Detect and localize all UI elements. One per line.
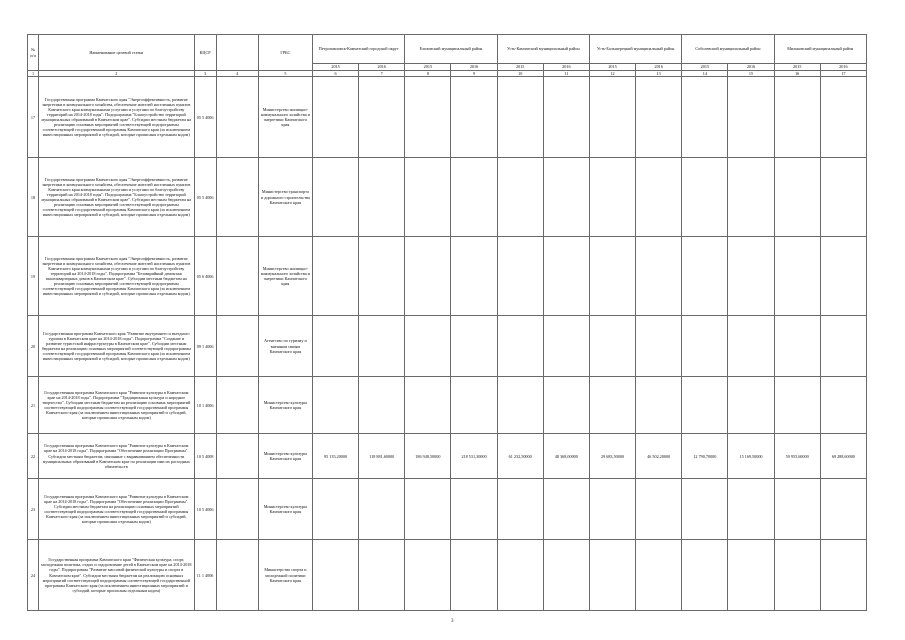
- value-cell: [359, 540, 405, 611]
- value-cell: [728, 316, 774, 377]
- value-cell: [820, 479, 866, 540]
- value-cell: [636, 479, 682, 540]
- value-cell: [312, 316, 358, 377]
- year-cell: 2016: [728, 64, 774, 71]
- value-cell: 48 368,00000: [543, 434, 589, 479]
- colnum-cell: 3: [194, 71, 216, 77]
- value-cell: 29 683,50000: [589, 434, 635, 479]
- value-cell: [682, 377, 728, 434]
- value-cell: [405, 158, 451, 237]
- value-cell: [497, 158, 543, 237]
- value-cell: 218 531,30000: [451, 434, 497, 479]
- value-cell: [497, 479, 543, 540]
- value-cell: [820, 540, 866, 611]
- value-cell: [636, 540, 682, 611]
- row-kcsr: 05 6 4006: [194, 237, 216, 316]
- row-blank: [216, 158, 258, 237]
- value-cell: [497, 377, 543, 434]
- row-kcsr: 11 1 4006: [194, 540, 216, 611]
- value-cell: [312, 540, 358, 611]
- value-cell: [728, 77, 774, 158]
- value-cell: [405, 237, 451, 316]
- colnum-cell: 4: [216, 71, 258, 77]
- header-row: [28, 35, 867, 64]
- row-name: Государственная программа Камчатского края "Развитие культуры в Камчатском крае на 2014-2018 годы". Подпрограмма "Традиционная культура и народное творчество". Субсидии местным бюджетам на реализацию основных мероприятий соответствующей подпрограммы соответствующей государственной программы Камчатского края (за исключением инвестиционных мероприятий и субсидий, которые прописаны отдельным кодом): [39, 377, 195, 434]
- value-cell: 186 948,50000: [405, 434, 451, 479]
- value-cell: [359, 377, 405, 434]
- header-region: Петропавловск-Камчатский городской округ: [312, 35, 404, 64]
- value-cell: [312, 479, 358, 540]
- value-cell: [682, 479, 728, 540]
- value-cell: [543, 479, 589, 540]
- value-cell: [497, 316, 543, 377]
- value-cell: [728, 377, 774, 434]
- value-cell: [636, 377, 682, 434]
- value-cell: [820, 237, 866, 316]
- header-region: Усть-Большерецкий муниципальный район: [589, 35, 681, 64]
- value-cell: [497, 77, 543, 158]
- colnum-cell: 5: [258, 71, 312, 77]
- row-blank: [216, 237, 258, 316]
- row-number: 22: [28, 434, 39, 479]
- value-cell: [636, 158, 682, 237]
- year-cell: 2016: [359, 64, 405, 71]
- value-cell: [543, 316, 589, 377]
- value-cell: [589, 540, 635, 611]
- table-row: [28, 377, 867, 434]
- value-cell: 12 790,70000: [682, 434, 728, 479]
- colnum-cell: 17: [820, 71, 866, 77]
- value-cell: [359, 158, 405, 237]
- value-cell: [451, 479, 497, 540]
- row-grbs: Министерство культуры Камчатского края: [258, 377, 312, 434]
- row-number: 21: [28, 377, 39, 434]
- value-cell: [682, 237, 728, 316]
- value-cell: [451, 377, 497, 434]
- value-cell: [405, 377, 451, 434]
- value-cell: [359, 316, 405, 377]
- row-name: Государственная программа Камчатского края "Развитие культуры в Камчатском крае на 2014-2018 годы". Подпрограмма "Обеспечение реализации Программы". Субсидии местным бюджетам, связанные с выравниванием обеспеченности муниципальных образований в Камчатском крае по реализации ими их расходных обязательств: [39, 434, 195, 479]
- value-cell: [774, 237, 820, 316]
- value-cell: [728, 237, 774, 316]
- value-cell: [589, 479, 635, 540]
- colnum-cell: 12: [589, 71, 635, 77]
- colnum-cell: 15: [728, 71, 774, 77]
- value-cell: 61 232,50000: [497, 434, 543, 479]
- value-cell: [682, 158, 728, 237]
- value-cell: [589, 377, 635, 434]
- value-cell: [497, 237, 543, 316]
- value-cell: [774, 158, 820, 237]
- value-cell: [682, 540, 728, 611]
- row-grbs: Министерство культуры Камчатского края: [258, 479, 312, 540]
- row-name: Государственная программа Камчатского края "Энергоэффективность, развитие энергетики и коммунального хозяйства, обеспечение жителей населенных пунктов Камчатского края коммунальными услугами и услугами по благоустройству территорий на 2014-2018 годы". Подпрограмма "Благоустройство территорий муниципальных образований в Камчатском крае". Субсидии местным бюджетам на реализацию основных мероприятий соответствующей подпрограммы соответствующей государственной программы Камчатского края (за исключением инвестиционных мероприятий и субсидий, которые прописаны отдельным кодом): [39, 158, 195, 237]
- row-blank: [216, 77, 258, 158]
- value-cell: [589, 77, 635, 158]
- row-kcsr: 10 1 4006: [194, 377, 216, 434]
- row-kcsr: 05 5 4006: [194, 77, 216, 158]
- row-blank: [216, 540, 258, 611]
- row-kcsr: 05 5 4006: [194, 158, 216, 237]
- value-cell: [451, 158, 497, 237]
- table-row: [28, 316, 867, 377]
- value-cell: [405, 479, 451, 540]
- year-cell: 2016: [820, 64, 866, 71]
- value-cell: [312, 77, 358, 158]
- value-cell: [636, 77, 682, 158]
- value-cell: [359, 479, 405, 540]
- row-grbs: Министерство жилищно-коммунального хозяйства и энергетики Камчатского края: [258, 237, 312, 316]
- budget-table-sheet: [27, 34, 867, 611]
- row-name: Государственная программа Камчатского края "Энергоэффективность, развитие энергетики и коммунального хозяйства, обеспечение жителей населенных пунктов Камчатского края коммунальными услугами и услугами по благоустройству территорий на 2014-2018 годы". Подпрограмма "Благоустройство территорий муниципальных образований в Камчатском крае". Субсидии местным бюджетам на реализацию основных мероприятий соответствующей подпрограммы соответствующей государственной программы Камчатского края (за исключением инвестиционных мероприятий и субсидий, которые прописаны отдельным кодом): [39, 77, 195, 158]
- table-row: [28, 237, 867, 316]
- year-cell: 2015: [497, 64, 543, 71]
- value-cell: [451, 316, 497, 377]
- year-cell: 2015: [682, 64, 728, 71]
- row-kcsr: 10 5 4008: [194, 434, 216, 479]
- value-cell: [820, 77, 866, 158]
- colnum-cell: 7: [359, 71, 405, 77]
- value-cell: [543, 540, 589, 611]
- header-blank: [216, 35, 258, 71]
- value-cell: [728, 540, 774, 611]
- table-row: [28, 158, 867, 237]
- value-cell: [405, 316, 451, 377]
- value-cell: [405, 540, 451, 611]
- value-cell: [312, 237, 358, 316]
- row-number: 20: [28, 316, 39, 377]
- header-kcsr: КЦСР: [194, 35, 216, 71]
- row-kcsr: 10 5 4006: [194, 479, 216, 540]
- row-number: 17: [28, 77, 39, 158]
- year-cell: 2015: [589, 64, 635, 71]
- value-cell: [451, 540, 497, 611]
- value-cell: 59 955,60000: [774, 434, 820, 479]
- value-cell: [682, 316, 728, 377]
- value-cell: [543, 77, 589, 158]
- colnum-cell: 8: [405, 71, 451, 77]
- budget-table: [27, 34, 867, 611]
- value-cell: [774, 377, 820, 434]
- value-cell: [636, 237, 682, 316]
- value-cell: [359, 237, 405, 316]
- value-cell: [774, 77, 820, 158]
- colnum-cell: 9: [451, 71, 497, 77]
- value-cell: [312, 377, 358, 434]
- value-cell: [312, 158, 358, 237]
- row-grbs: Министерство культуры Камчатского края: [258, 434, 312, 479]
- value-cell: [820, 158, 866, 237]
- row-number: 23: [28, 479, 39, 540]
- row-grbs: Министерство спорта и молодежной политики Камчатского края: [258, 540, 312, 611]
- row-blank: [216, 316, 258, 377]
- row-number: 19: [28, 237, 39, 316]
- year-cell: 2016: [543, 64, 589, 71]
- table-row: [28, 434, 867, 479]
- row-grbs: Агентство по туризму и внешним связям Камчатского края: [258, 316, 312, 377]
- row-name: Государственная программа Камчатского края "Энергоэффективность, развитие энергетики и коммунального хозяйства, обеспечение жителей населенных пунктов Камчатского края коммунальными услугами и услугами по благоустройству территорий на 2014-2018 годы". Подпрограмма "Безаварийный демонтаж многоквартирных домов в Камчатском крае". Субсидии местным бюджетам на реализацию основных мероприятий соответствующей подпрограммы соответствующей государственной программы Камчатского края (за исключением инвестиционных мероприятий и субсидий, которые прописаны отдельным кодом): [39, 237, 195, 316]
- table-row: [28, 540, 867, 611]
- row-name: Государственная программа Камчатского края "Развитие внутреннего и въездного туризма в Камчатском крае на 2014-2018 годы". Подпрограмма "Создание и развитие туристской инфраструктуры в Камчатском крае". Субсидии местным бюджетам на реализацию основных мероприятий соответствующей подпрограммы соответствующей государственной программы Камчатского края (за исключением инвестиционных мероприятий и субсидий, которые прописаны отдельным кодом): [39, 316, 195, 377]
- value-cell: 46 502,20000: [636, 434, 682, 479]
- year-cell: 2015: [312, 64, 358, 71]
- header-region: Елизовский муниципальный район: [405, 35, 497, 64]
- value-cell: [589, 237, 635, 316]
- header-name: Наименование целевой статьи: [39, 35, 195, 71]
- value-cell: [636, 316, 682, 377]
- value-cell: [451, 237, 497, 316]
- value-cell: [589, 158, 635, 237]
- row-number: 18: [28, 158, 39, 237]
- year-cell: 2016: [636, 64, 682, 71]
- row-blank: [216, 377, 258, 434]
- header-no: № п/п: [28, 35, 39, 71]
- row-grbs: Министерство жилищно-коммунального хозяйства и энергетики Камчатского края: [258, 77, 312, 158]
- colnum-cell: 14: [682, 71, 728, 77]
- row-blank: [216, 434, 258, 479]
- colnum-cell: 11: [543, 71, 589, 77]
- value-cell: [543, 158, 589, 237]
- row-blank: [216, 479, 258, 540]
- value-cell: 95 135,20000: [312, 434, 358, 479]
- colnum-cell: 10: [497, 71, 543, 77]
- header-region: Соболевский муниципальный район: [682, 35, 774, 64]
- colnum-cell: 1: [28, 71, 39, 77]
- header-grbs: ГРБС: [258, 35, 312, 71]
- row-kcsr: 09 1 4006: [194, 316, 216, 377]
- value-cell: 118 881,60000: [359, 434, 405, 479]
- row-grbs: Министерство транспорта и дорожного строительства Камчатского края: [258, 158, 312, 237]
- header-region: Мильковский муниципальный район: [774, 35, 866, 64]
- value-cell: [728, 479, 774, 540]
- year-cell: 2016: [451, 64, 497, 71]
- value-cell: [543, 377, 589, 434]
- year-cell: 2015: [774, 64, 820, 71]
- value-cell: [774, 540, 820, 611]
- table-row: [28, 479, 867, 540]
- header-region: Усть-Камчатский муниципальный район: [497, 35, 589, 64]
- colnum-cell: 13: [636, 71, 682, 77]
- value-cell: [774, 479, 820, 540]
- value-cell: [820, 316, 866, 377]
- table-row: [28, 77, 867, 158]
- value-cell: 15 169,50000: [728, 434, 774, 479]
- value-cell: [728, 158, 774, 237]
- row-name: Государственная программа Камчатского края "Физическая культура, спорт, молодежная политика, отдых и оздоровление детей в Камчатском крае на 2014-2018 годы". Подпрограмма "Развитие массовой физической культуры и спорта в Камчатском крае". Субсидии местным бюджетам на реализацию основных мероприятий соответствующей подпрограммы соответствующей государственной программы Камчатского края (за исключением инвестиционных мероприятий и субсидий, которые прописаны отдельным кодом): [39, 540, 195, 611]
- value-cell: [405, 77, 451, 158]
- value-cell: [497, 540, 543, 611]
- value-cell: [451, 77, 497, 158]
- value-cell: [774, 316, 820, 377]
- colnum-cell: 16: [774, 71, 820, 77]
- value-cell: [820, 377, 866, 434]
- colnum-cell: 2: [39, 71, 195, 77]
- page-number: 3: [451, 619, 454, 624]
- colnum-cell: 6: [312, 71, 358, 77]
- row-name: Государственная программа Камчатского края "Развитие культуры в Камчатском крае на 2014-2018 годы". Подпрограмма "Обеспечение реализации Программы". Субсидии местным бюджетам на реализацию основных мероприятий соответствующей подпрограммы соответствующей государственной программы Камчатского края (за исключением инвестиционных мероприятий и субсидий, которые прописаны отдельным кодом): [39, 479, 195, 540]
- value-cell: [589, 316, 635, 377]
- value-cell: [682, 77, 728, 158]
- value-cell: [359, 77, 405, 158]
- value-cell: 69 288,60000: [820, 434, 866, 479]
- value-cell: [543, 237, 589, 316]
- row-number: 24: [28, 540, 39, 611]
- year-cell: 2015: [405, 64, 451, 71]
